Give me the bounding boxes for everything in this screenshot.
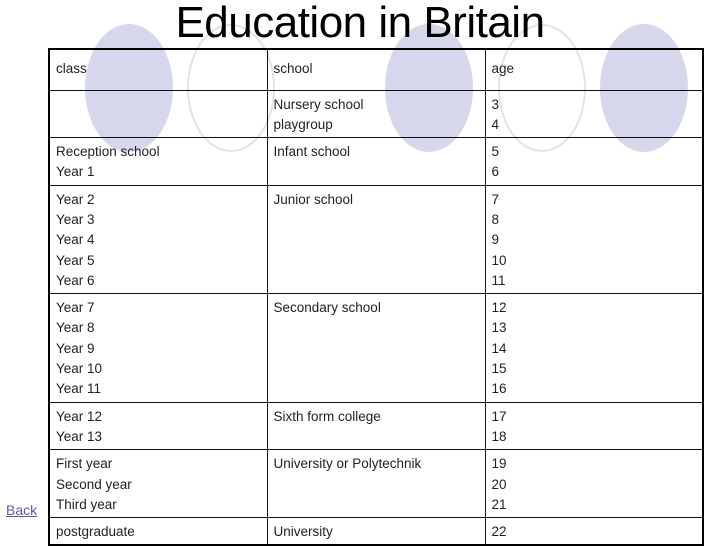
header-row xyxy=(49,49,703,90)
education-table xyxy=(48,48,704,546)
header-class: class xyxy=(49,49,267,90)
table-row xyxy=(49,450,703,518)
cell-class: First year Second year Third year xyxy=(49,450,267,518)
table-row xyxy=(49,402,703,450)
cell-class: Year 2 Year 3 Year 4 Year 5 Year 6 xyxy=(49,185,267,293)
cell-age: 19 20 21 xyxy=(485,450,703,518)
table-row xyxy=(49,185,703,293)
cell-class: Reception school Year 1 xyxy=(49,138,267,186)
cell-class: Year 12 Year 13 xyxy=(49,402,267,450)
cell-class: Year 7 Year 8 Year 9 Year 10 Year 11 xyxy=(49,294,267,402)
header-age: age xyxy=(485,49,703,90)
cell-school: Junior school xyxy=(267,185,485,293)
header-school: school xyxy=(267,49,485,90)
cell-school: Sixth form college xyxy=(267,402,485,450)
cell-school: Secondary school xyxy=(267,294,485,402)
cell-school: University or Polytechnik xyxy=(267,450,485,518)
cell-age: 22 xyxy=(485,518,703,546)
table-row xyxy=(49,138,703,186)
cell-school: University xyxy=(267,518,485,546)
table-row xyxy=(49,518,703,546)
cell-class: postgraduate xyxy=(49,518,267,546)
back-link[interactable]: Back xyxy=(6,502,38,518)
slide-title: Education in Britain xyxy=(175,0,545,47)
cell-age: 5 6 xyxy=(485,138,703,186)
cell-age: 7 8 9 10 11 xyxy=(485,185,703,293)
cell-school: Nursery school playgroup xyxy=(267,90,485,138)
cell-age: 17 18 xyxy=(485,402,703,450)
table-row xyxy=(49,90,703,138)
cell-school: Infant school xyxy=(267,138,485,186)
table-row xyxy=(49,294,703,402)
cell-age: 12 13 14 15 16 xyxy=(485,294,703,402)
cell-age: 3 4 xyxy=(485,90,703,138)
cell-class xyxy=(49,90,267,138)
